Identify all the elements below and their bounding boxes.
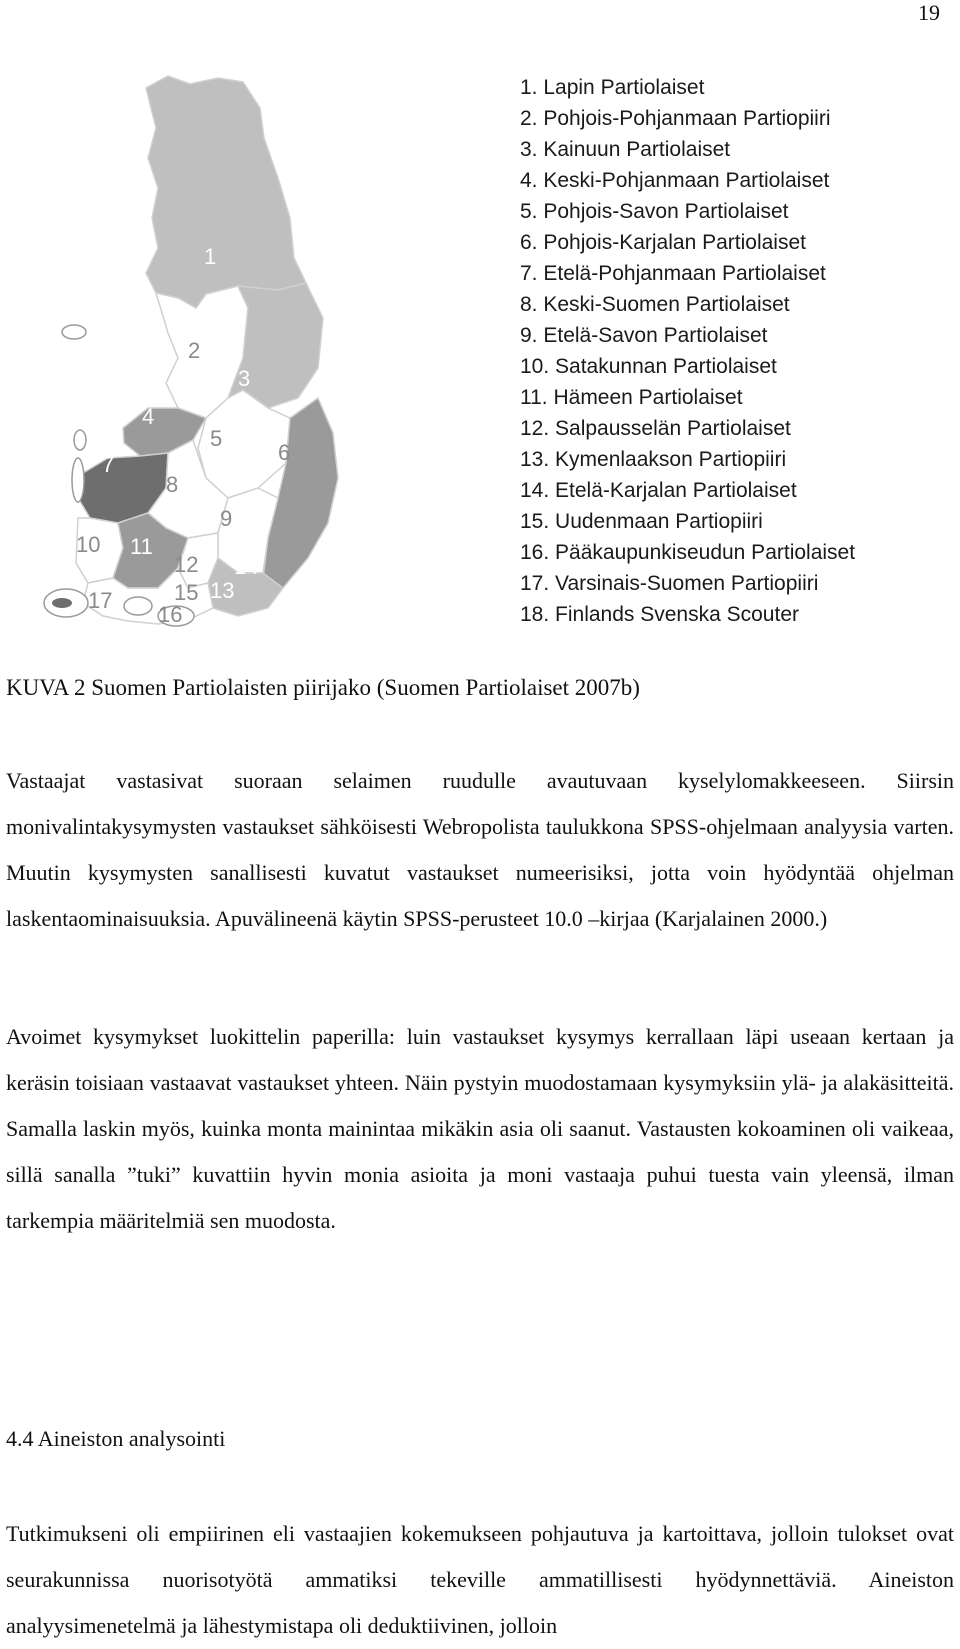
region-label-6: 6 — [278, 440, 291, 465]
paragraph-1: Vastaajat vastasivat suoraan selaimen ruudulle avautuvaan kyselylomakkeeseen. Siirsin monivalintakysymysten vastaukset sähköisesti Webropolista taulukkona SPSS-ohjelmaan analyysia varten. Muutin kysymysten sanallisesti kuvatut vastaukset numeerisiksi, jotta voin hyödyntää ohjelman laskentaominaisuuksia. Apuvälineenä käytin SPSS-perusteet 10.0 –kirjaa (Karjalainen 2000.) — [6, 768, 954, 931]
region-label-17: 17 — [88, 588, 113, 613]
region-label-3: 3 — [238, 366, 251, 391]
region-label-16: 16 — [158, 602, 183, 627]
region-label-12: 12 — [174, 552, 199, 577]
region-label-8: 8 — [166, 472, 179, 497]
legend-item: 8. Keski-Suomen Partiolaiset — [520, 293, 790, 316]
legend-item: 15. Uudenmaan Partiopiiri — [520, 510, 763, 533]
region-label-14: 14 — [234, 554, 259, 579]
legend-item: 14. Etelä-Karjalan Partiolaiset — [520, 479, 797, 502]
legend-item: 9. Etelä-Savon Partiolaiset — [520, 324, 768, 347]
legend-item: 18. Finlands Svenska Scouter — [520, 603, 799, 626]
legend-item: 3. Kainuun Partiolaiset — [520, 138, 731, 161]
fissc-legend-oval — [62, 325, 86, 339]
region-1 — [146, 76, 306, 308]
legend-item: 12. Salpausselän Partiolaiset — [520, 417, 791, 440]
region-label-15: 15 — [174, 580, 199, 605]
region-label-2: 2 — [188, 338, 201, 363]
legend-item: 13. Kymenlaakson Partiopiiri — [520, 448, 787, 471]
region-label-5: 5 — [210, 426, 223, 451]
legend-item: 2. Pohjois-Pohjanmaan Partiopiiri — [520, 107, 831, 130]
region-label-10: 10 — [76, 532, 101, 557]
region-label-7: 7 — [102, 452, 115, 477]
region-label-9: 9 — [220, 506, 233, 531]
region-label-13: 13 — [210, 578, 235, 603]
finland-scout-district-map — [28, 68, 368, 668]
legend-item: 5. Pohjois-Savon Partiolaiset — [520, 200, 789, 223]
region-label-11: 11 — [130, 534, 153, 559]
legend-item: 17. Varsinais-Suomen Partiopiiri — [520, 572, 819, 595]
page-number: 19 — [918, 0, 940, 25]
section-heading: 4.4 Aineiston analysointi — [6, 1426, 226, 1451]
region-label-18: 18 — [114, 346, 139, 371]
paragraph-3: Tutkimukseni oli empiirinen eli vastaajien kokemukseen pohjautuva ja kartoittava, jolloin tulokset ovat seurakunnissa nuorisotyötä ammatiksi tekeville ammatillisesti hyödynnettäviä. Aineiston analyysimenetelmä ja lähestymistapa oli deduktiivinen, jolloin — [6, 1521, 954, 1638]
legend-item: 4. Keski-Pohjanmaan Partiolaiset — [520, 169, 830, 192]
legend-item: 16. Pääkaupunkiseudun Partiolaiset — [520, 541, 856, 564]
district-legend — [520, 72, 855, 630]
paragraph-2: Avoimet kysymykset luokittelin paperilla: luin vastaukset kysymys kerrallaan läpi useaan kertaan ja keräsin toisiaan vastaavat vastaukset yhteen. Näin pystyin muodostamaan kysymyksiin ylä- ja alakäsitteitä. Samalla laskin myös, kuinka monta mainintaa mikäkin asia oli saanut. Vastausten kokoaminen oli vaikeaa, sillä sanalla ”tuki” kuvattiin hyvin monia asioita ja moni vastaaja puhui tuesta vain yleensä, ilman tarkempia määritelmiä sen muodosta. — [6, 1024, 954, 1233]
legend-item: 1. Lapin Partiolaiset — [520, 76, 705, 99]
legend-item: 6. Pohjois-Karjalan Partiolaiset — [520, 231, 806, 254]
legend-item: 7. Etelä-Pohjanmaan Partiolaiset — [520, 262, 826, 285]
region-label-1: 1 — [204, 244, 217, 269]
fissc-label: = FiSSc — [90, 321, 161, 343]
region-label-4: 4 — [142, 404, 155, 429]
legend-item: 11. Hämeen Partiolaiset — [520, 386, 743, 409]
figure-caption: KUVA 2 Suomen Partiolaisten piirijako (Suomen Partiolaiset 2007b) — [6, 675, 640, 700]
legend-item: 10. Satakunnan Partiolaiset — [520, 355, 777, 378]
